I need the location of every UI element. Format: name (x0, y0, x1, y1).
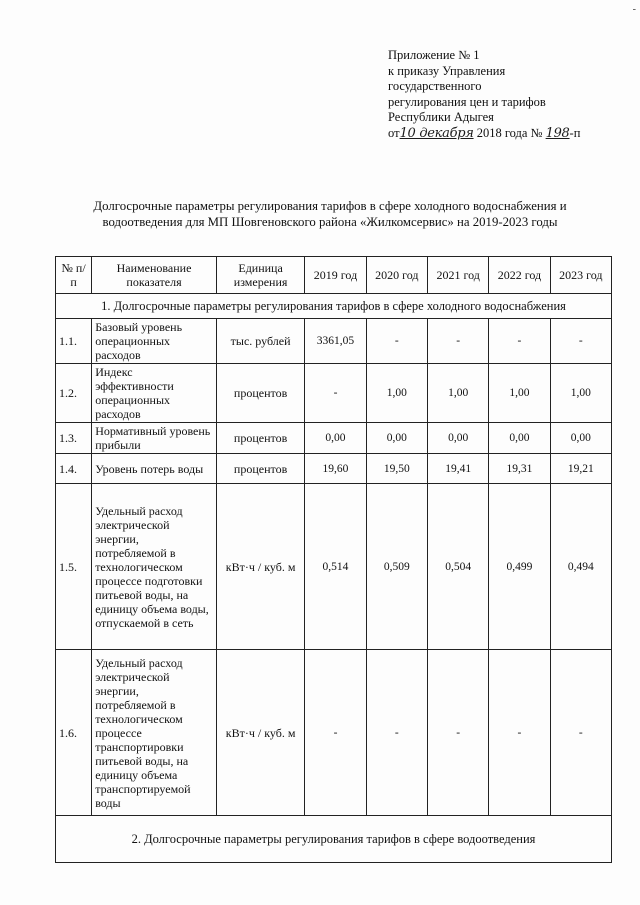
row-value: 19,31 (489, 454, 550, 484)
header-year: 2023 год (550, 257, 611, 294)
row-value: 0,00 (489, 423, 550, 454)
row-value: 3361,05 (305, 319, 366, 364)
row-value: 19,50 (366, 454, 427, 484)
row-value: 0,00 (550, 423, 611, 454)
row-value: - (550, 319, 611, 364)
table-row (56, 423, 612, 454)
row-value: - (427, 319, 488, 364)
table-row (56, 364, 612, 423)
row-value: 0,514 (305, 484, 366, 650)
row-name: Удельный расход электрической энергии, потребляемой в технологическом процессе транспортировки питьевой воды, на единицу объема транспортируемой воды (92, 650, 217, 816)
handwritten-date: 10 декабря (399, 125, 474, 141)
header-name: Наименование показателя (92, 257, 217, 294)
appendix-date-line (388, 126, 628, 142)
row-value: - (366, 650, 427, 816)
row-value: - (489, 650, 550, 816)
header-year: 2021 год (427, 257, 488, 294)
title-line: Долгосрочные параметры регулирования тарифов в сфере холодного водоснабжения и (93, 199, 567, 213)
appendix-header (388, 48, 628, 141)
row-unit: процентов (216, 454, 304, 484)
row-name: Уровень потерь воды (92, 454, 217, 484)
table-row (56, 319, 612, 364)
row-name: Нормативный уровень прибыли (92, 423, 217, 454)
table-row (56, 484, 612, 650)
table-row (56, 454, 612, 484)
table-row (56, 650, 612, 816)
corner-mark: - (632, 4, 636, 15)
row-unit: тыс. рублей (216, 319, 304, 364)
row-value: - (489, 319, 550, 364)
row-number: 1.3. (56, 423, 92, 454)
row-value: 0,499 (489, 484, 550, 650)
row-number: 1.1. (56, 319, 92, 364)
row-number: 1.6. (56, 650, 92, 816)
date-prefix: от (388, 125, 400, 140)
row-unit: кВт·ч / куб. м (216, 650, 304, 816)
date-suffix: 2018 года № (476, 125, 543, 140)
row-unit: процентов (216, 364, 304, 423)
header-year: 2019 год (305, 257, 366, 294)
row-value: - (427, 650, 488, 816)
number-suffix: -п (569, 125, 581, 140)
header-unit: Единица измерения (216, 257, 304, 294)
row-name: Базовый уровень операционных расходов (92, 319, 217, 364)
header-year: 2022 год (489, 257, 550, 294)
header-num: № п/п (56, 257, 92, 294)
row-value: 0,00 (427, 423, 488, 454)
appendix-line: Республики Адыгея (388, 110, 494, 124)
section-row (56, 816, 612, 863)
row-value: - (305, 650, 366, 816)
row-value: 1,00 (489, 364, 550, 423)
row-value: 19,21 (550, 454, 611, 484)
row-unit: процентов (216, 423, 304, 454)
section-title: 1. Долгосрочные параметры регулирования тарифов в сфере холодного водоснабжения (56, 294, 612, 319)
row-name: Удельный расход электрической энергии, потребляемой в технологическом процессе подготовки питьевой воды, на единицу объема воды, отпускаемой в сеть (92, 484, 217, 650)
row-value: 0,504 (427, 484, 488, 650)
document-title (40, 198, 620, 230)
table-header-row (56, 257, 612, 294)
section-title: 2. Долгосрочные параметры регулирования тарифов в сфере водоотведения (56, 816, 612, 863)
title-line: водоотведения для МП Шовгеновского района «Жилкомсервис» на 2019-2023 годы (102, 215, 558, 229)
row-value: - (550, 650, 611, 816)
handwritten-number: 198 (545, 125, 570, 141)
row-value: 0,494 (550, 484, 611, 650)
row-number: 1.2. (56, 364, 92, 423)
row-value: - (305, 364, 366, 423)
row-number: 1.4. (56, 454, 92, 484)
appendix-line: государственного (388, 79, 482, 93)
row-value: 1,00 (550, 364, 611, 423)
row-value: 19,41 (427, 454, 488, 484)
appendix-line: Приложение № 1 (388, 48, 480, 62)
appendix-line: регулирования цен и тарифов (388, 94, 546, 109)
row-name: Индекс эффективности операционных расходов (92, 364, 217, 423)
header-year: 2020 год (366, 257, 427, 294)
row-value: 19,60 (305, 454, 366, 484)
row-unit: кВт·ч / куб. м (216, 484, 304, 650)
row-value: 0,509 (366, 484, 427, 650)
row-value: 0,00 (305, 423, 366, 454)
section-row (56, 294, 612, 319)
row-number: 1.5. (56, 484, 92, 650)
appendix-line: к приказу Управления (388, 63, 506, 78)
row-value: 0,00 (366, 423, 427, 454)
row-value: - (366, 319, 427, 364)
parameters-table (55, 256, 612, 863)
row-value: 1,00 (366, 364, 427, 423)
row-value: 1,00 (427, 364, 488, 423)
